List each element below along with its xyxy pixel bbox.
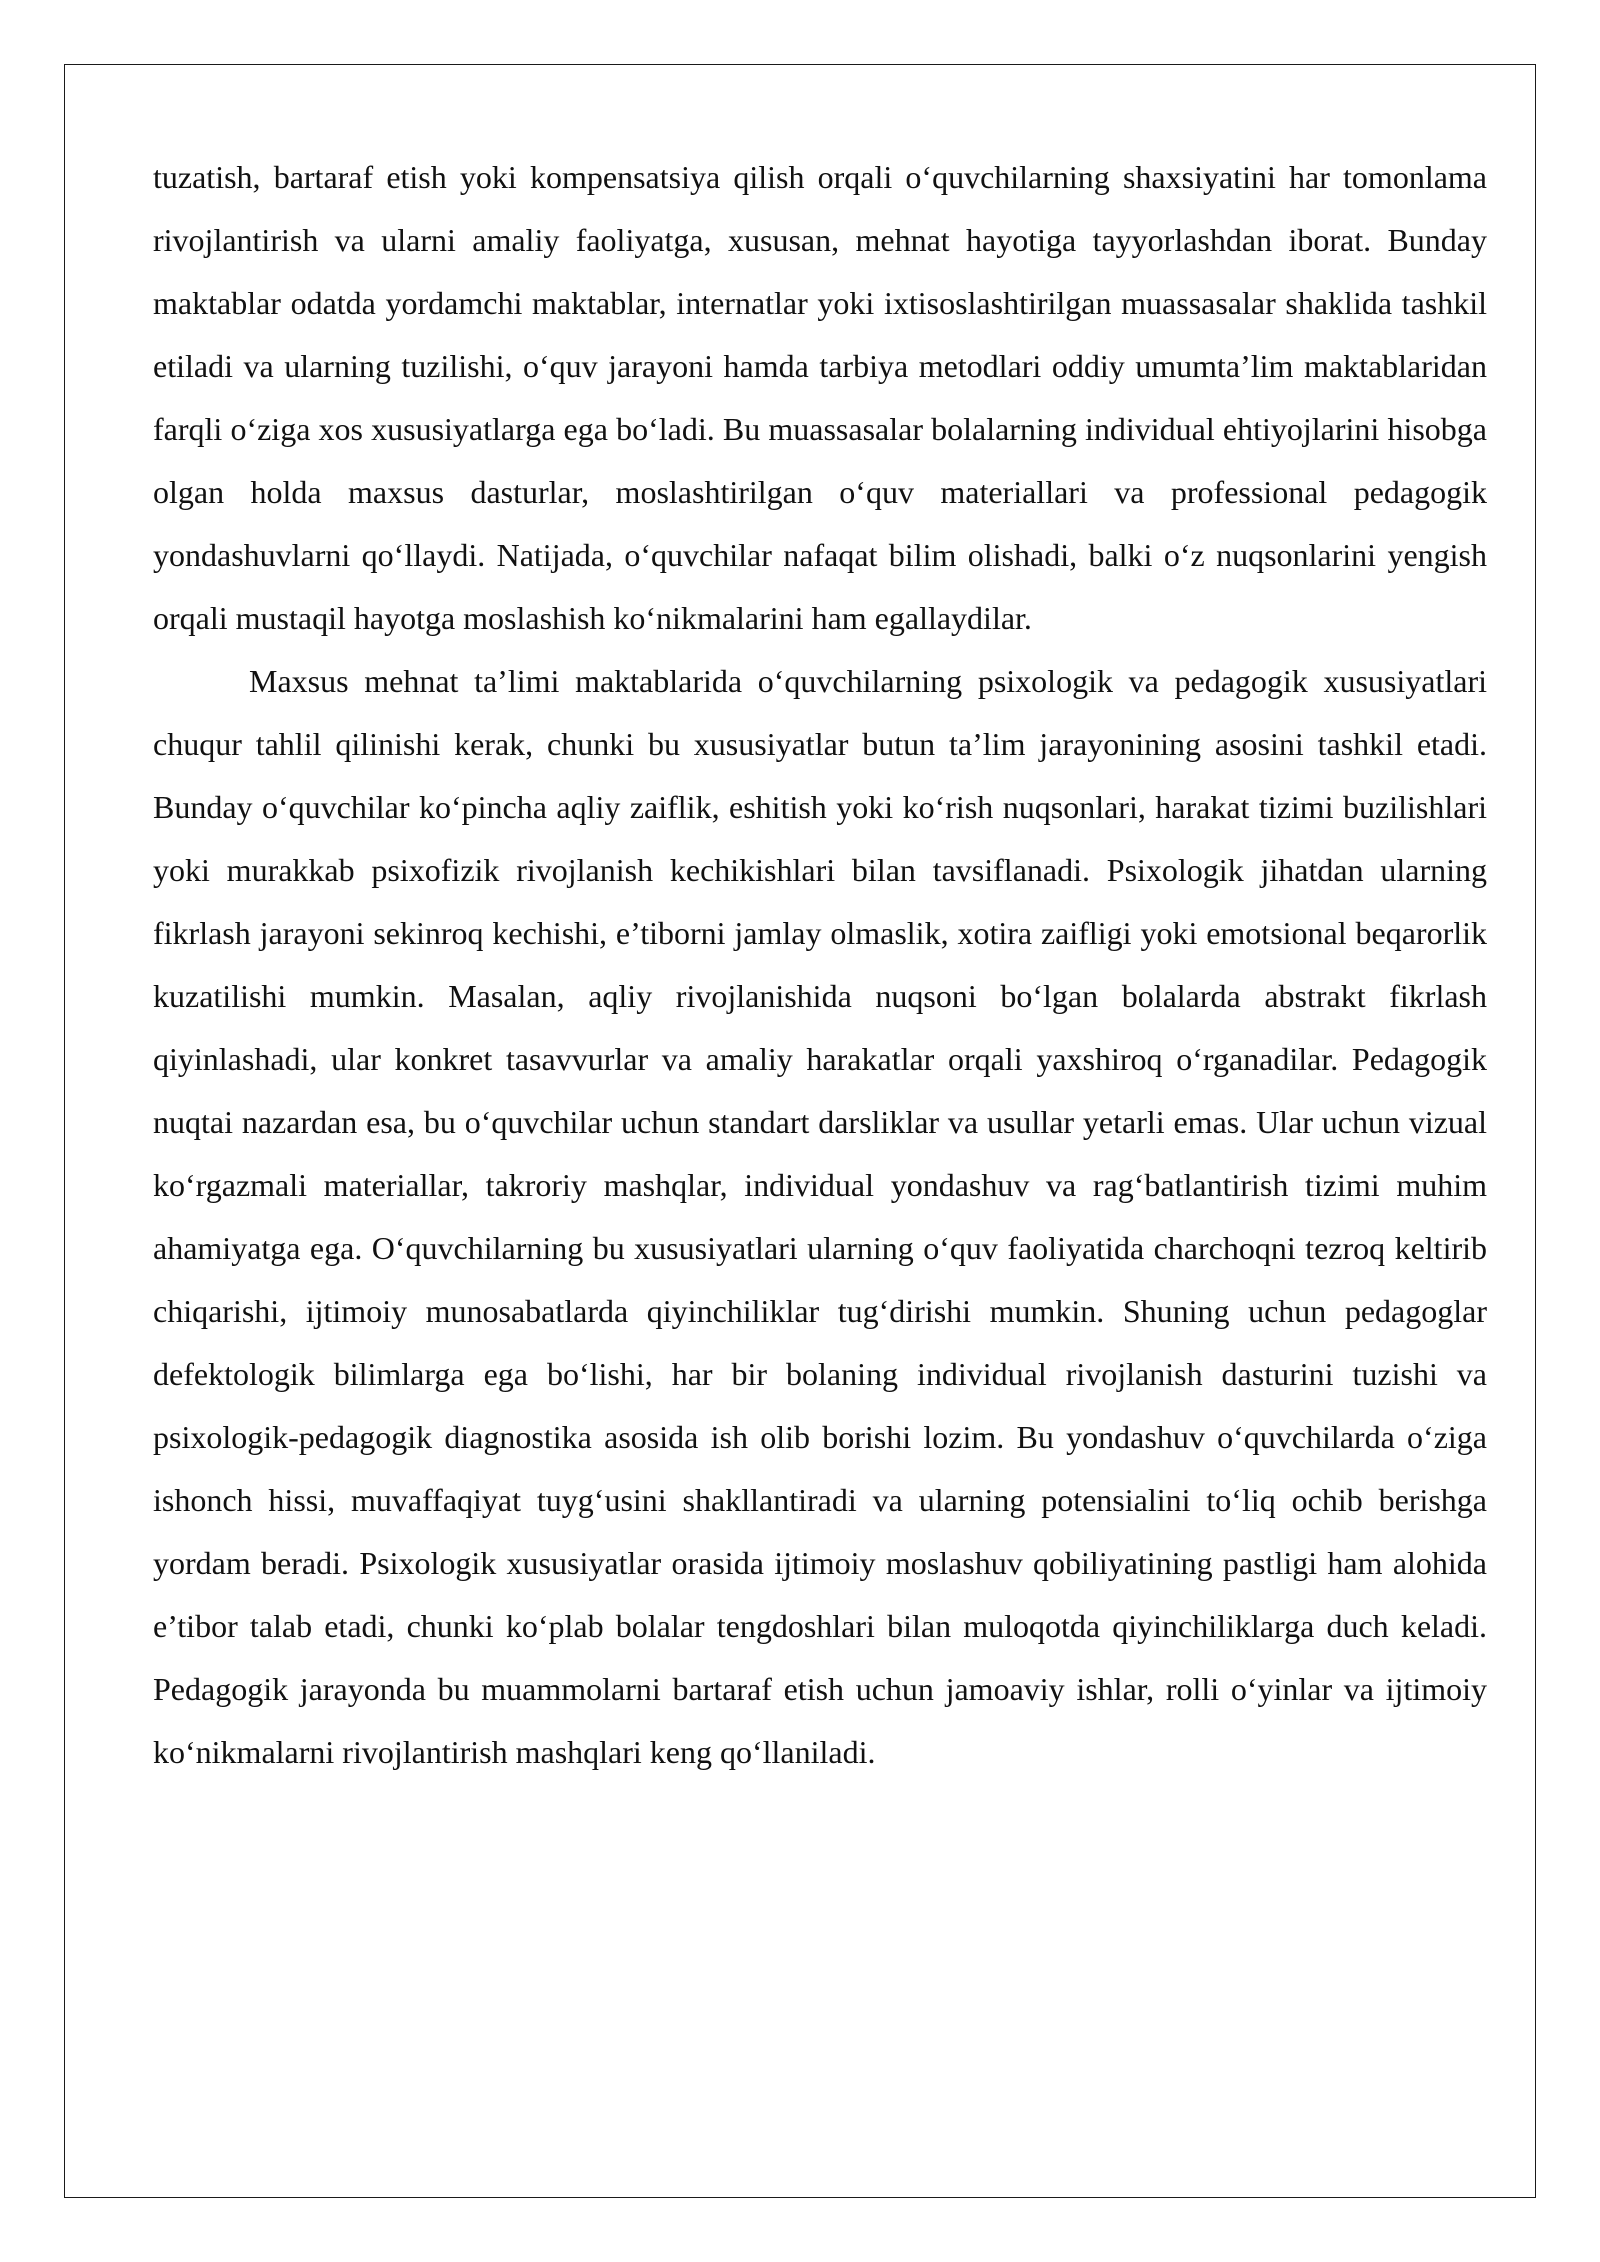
document-body xyxy=(153,146,1487,1784)
paragraph-2: Maxsus mehnat ta’limi maktablarida o‘quvchilarning psixologik va pedagogik xususiyatlari chuqur tahlil qilinishi kerak, chunki bu xususiyatlar butun ta’lim jarayonining asosini tashkil etadi. Bunday o‘quvchilar ko‘pincha aqliy zaiflik, eshitish yoki ko‘rish nuqsonlari, harakat tizimi buzilishlari yoki murakkab psixofizik rivojlanish kechikishlari bilan tavsiflanadi. Psixologik jihatdan ularning fikrlash jarayoni sekinroq kechishi, e’tiborni jamlay olmaslik, xotira zaifligi yoki emotsional beqarorlik kuzatilishi mumkin. Masalan, aqliy rivojlanishida nuqsoni bo‘lgan bolalarda abstrakt fikrlash qiyinlashadi, ular konkret tasavvurlar va amaliy harakatlar orqali yaxshiroq o‘rganadilar. Pedagogik nuqtai nazardan esa, bu o‘quvchilar uchun standart darsliklar va usullar yetarli emas. Ular uchun vizual ko‘rgazmali materiallar, takroriy mashqlar, individual yondashuv va rag‘batlantirish tizimi muhim ahamiyatga ega. O‘quvchilarning bu xususiyatlari ularning o‘quv faoliyatida charchoqni tezroq keltirib chiqarishi, ijtimoiy munosabatlarda qiyinchiliklar tug‘dirishi mumkin. Shuning uchun pedagoglar defektologik bilimlarga ega bo‘lishi, har bir bolaning individual rivojlanish dasturini tuzishi va psixologik-pedagogik diagnostika asosida ish olib borishi lozim. Bu yondashuv o‘quvchilarda o‘ziga ishonch hissi, muvaffaqiyat tuyg‘usini shakllantiradi va ularning potensialini to‘liq ochib berishga yordam beradi. Psixologik xususiyatlar orasida ijtimoiy moslashuv qobiliyatining pastligi ham alohida e’tibor talab etadi, chunki ko‘plab bolalar tengdoshlari bilan muloqotda qiyinchiliklarga duch keladi. Pedagogik jarayonda bu muammolarni bartaraf etish uchun jamoaviy ishlar, rolli o‘yinlar va ijtimoiy ko‘nikmalarni rivojlantirish mashqlari keng qo‘llaniladi. xyxy=(153,663,1487,1770)
paragraph-1: tuzatish, bartaraf etish yoki kompensatsiya qilish orqali o‘quvchilarning shaxsiyatini har tomonlama rivojlantirish va ularni amaliy faoliyatga, xususan, mehnat hayotiga tayyorlashdan iborat. Bunday maktablar odatda yordamchi maktablar, internatlar yoki ixtisoslashtirilgan muassasalar shaklida tashkil etiladi va ularning tuzilishi, o‘quv jarayoni hamda tarbiya metodlari oddiy umumta’lim maktablaridan farqli o‘ziga xos xususiyatlarga ega bo‘ladi. Bu muassasalar bolalarning individual ehtiyojlarini hisobga olgan holda maxsus dasturlar, moslashtirilgan o‘quv materiallari va professional pedagogik yondashuvlarni qo‘llaydi. Natijada, o‘quvchilar nafaqat bilim olishadi, balki o‘z nuqsonlarini yengish orqali mustaqil hayotga moslashish ko‘nikmalarini ham egallaydilar. xyxy=(153,159,1487,636)
